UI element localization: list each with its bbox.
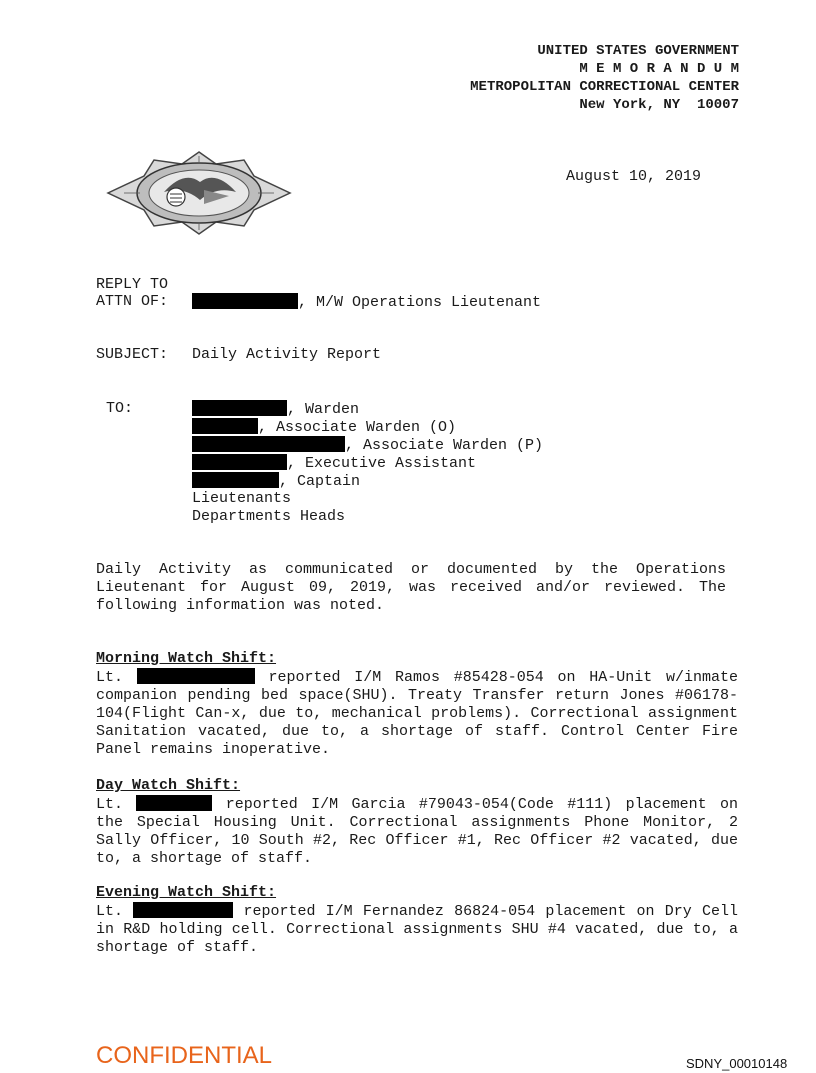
to-recipient-aw-o bbox=[192, 418, 456, 437]
recipient-title: , Captain bbox=[279, 473, 361, 490]
shift-title-day: Day Watch Shift: bbox=[96, 777, 241, 794]
recipient-title: , Associate Warden (O) bbox=[258, 419, 457, 436]
subject-value: Daily Activity Report bbox=[192, 346, 382, 363]
recipient-title: , Executive Assistant bbox=[287, 455, 477, 472]
redaction-block bbox=[192, 400, 287, 416]
shift-title-evening: Evening Watch Shift: bbox=[96, 884, 277, 901]
to-recipient-dept-heads: Departments Heads bbox=[192, 508, 346, 525]
shift-body-morning bbox=[96, 668, 738, 759]
to-recipient-exec-assistant bbox=[192, 454, 476, 473]
shift-text: reported I/M Garcia #79043-054(Code #111) placement on the Special Housing Unit. Correctional assignments Phone Monitor, 2 Sally Officer, 10 South #2, Rec Officer #1, Rec Officer #2 vacated, due to, a shortage of staff. bbox=[96, 796, 738, 867]
header-line-institution: METROPOLITAN CORRECTIONAL CENTER bbox=[470, 79, 739, 95]
header-line-government: UNITED STATES GOVERNMENT bbox=[537, 43, 739, 59]
to-recipient-aw-p bbox=[192, 436, 543, 455]
intro-paragraph: Daily Activity as communicated or documented by the Operations Lieutenant for August 09, 2019, was received and/or reviewed. The following information was noted. bbox=[96, 561, 726, 614]
shift-text: reported I/M Ramos #85428-054 on HA-Unit w/inmate companion pending bed space(SHU). Treaty Transfer return Jones #06178-104(Flight Can-x, due to, mechanical problems). Correctional assignment Sanitation vacated, due to, a shortage of staff. Control Center Fire Panel remains inoperative. bbox=[96, 669, 738, 758]
to-recipient-captain bbox=[192, 472, 360, 491]
shift-body-evening bbox=[96, 902, 738, 957]
to-recipient-warden bbox=[192, 400, 359, 419]
header-line-address: New York, NY 10007 bbox=[579, 97, 739, 113]
redaction-block bbox=[192, 454, 287, 470]
doj-seal-icon bbox=[86, 133, 276, 219]
header-line-memorandum: M E M O R A N D U M bbox=[579, 61, 739, 77]
lt-label: Lt. bbox=[96, 669, 124, 686]
attn-of-title: , M/W Operations Lieutenant bbox=[298, 294, 542, 311]
redaction-block bbox=[192, 436, 345, 452]
redaction-block bbox=[192, 418, 258, 434]
redaction-block bbox=[192, 293, 298, 309]
attn-of-label: ATTN OF: bbox=[96, 293, 169, 310]
memo-date: August 10, 2019 bbox=[566, 168, 702, 185]
reply-to-label: REPLY TO bbox=[96, 276, 169, 293]
recipient-title: , Associate Warden (P) bbox=[345, 437, 544, 454]
redaction-block bbox=[133, 902, 233, 918]
attn-of-value bbox=[192, 293, 541, 312]
shift-text: reported I/M Fernandez 86824-054 placement on Dry Cell in R&D holding cell. Correctional assignments SHU #4 vacated, due to, a shortage of staff. bbox=[96, 903, 738, 956]
confidential-stamp: CONFIDENTIAL bbox=[96, 1042, 273, 1069]
lt-label: Lt. bbox=[96, 796, 124, 813]
subject-label: SUBJECT: bbox=[96, 346, 169, 363]
bates-number: SDNY_00010148 bbox=[686, 1056, 788, 1071]
shift-title-morning: Morning Watch Shift: bbox=[96, 650, 277, 667]
redaction-block bbox=[137, 668, 255, 684]
shift-body-day bbox=[96, 795, 738, 868]
redaction-block bbox=[192, 472, 279, 488]
to-recipient-lieutenants: Lieutenants bbox=[192, 490, 292, 507]
recipient-title: , Warden bbox=[287, 401, 360, 418]
redaction-block bbox=[136, 795, 212, 811]
to-label: TO: bbox=[106, 400, 134, 417]
lt-label: Lt. bbox=[96, 903, 124, 920]
